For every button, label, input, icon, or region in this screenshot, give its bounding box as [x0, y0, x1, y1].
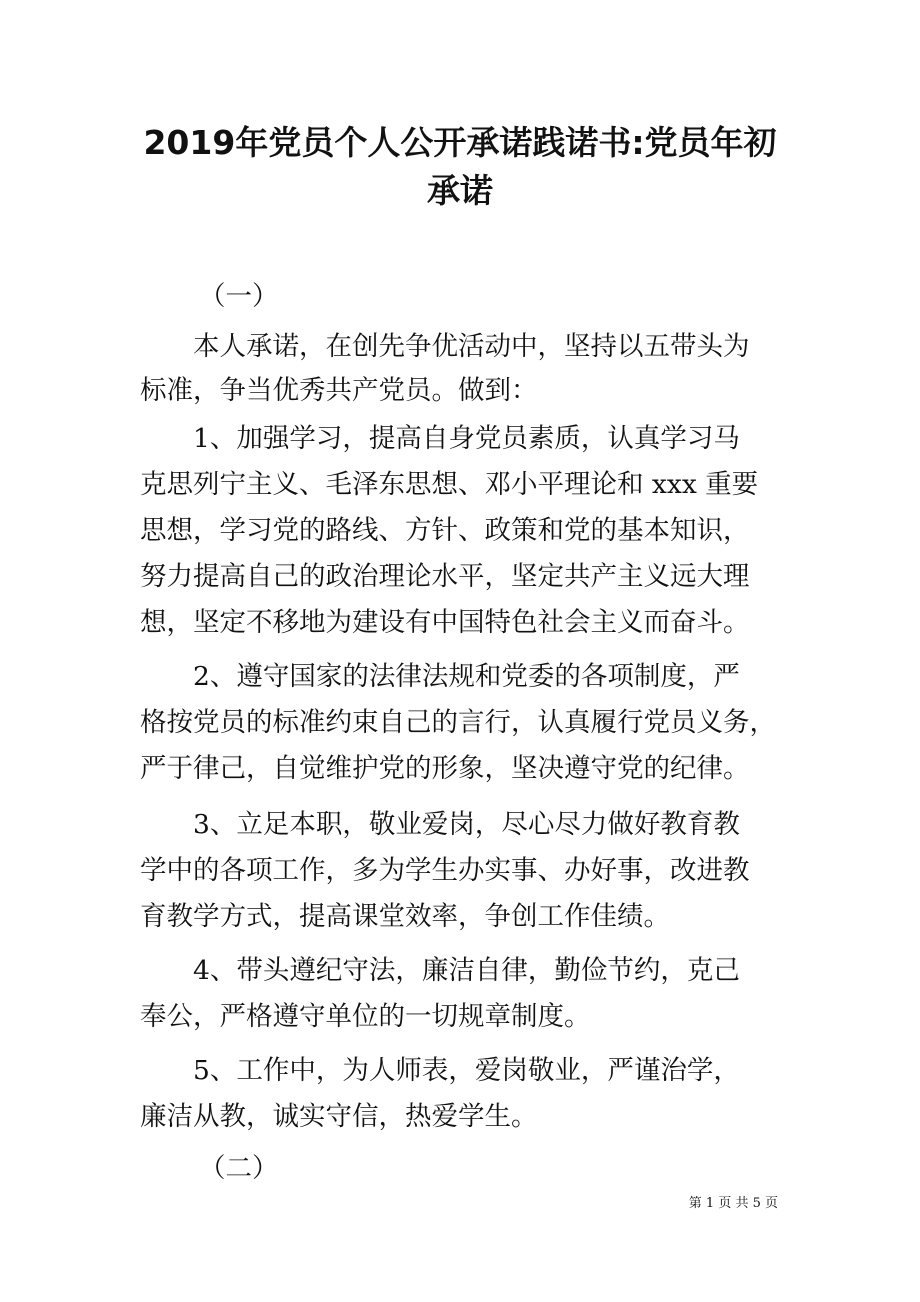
paragraph-2-line-3: 思想，学习党的路线、方针、政策和党的基本知识， — [140, 515, 750, 546]
document-title-line-2: 承诺 — [427, 171, 493, 210]
paragraph-4-line-3: 育教学方式，提高课堂效率，争创工作佳绩。 — [140, 901, 670, 932]
paragraph-2-line-4: 努力提高自己的政治理论水平，坚定共产主义远大理 — [140, 561, 750, 592]
paragraph-6-line-1: 5、工作中，为人师表，爱岗敬业，严谨治学， — [193, 1055, 740, 1086]
paragraph-2-line-2: 克思列宁主义、毛泽东思想、邓小平理论和 xxx 重要 — [140, 469, 759, 500]
document-title-line-1: 2019年党员个人公开承诺践诺书:党员年初 — [143, 123, 777, 162]
paragraph-5-line-2: 奉公，严格遵守单位的一切规章制度。 — [140, 1001, 591, 1032]
paragraph-4-line-1: 3、立足本职，敬业爱岗，尽心尽力做好教育教 — [193, 809, 740, 840]
paragraph-1-line-1: 本人承诺，在创先争优活动中，坚持以五带头为 — [193, 331, 750, 362]
paragraph-2-line-1: 1、加强学习，提高自身党员素质，认真学习马 — [193, 423, 740, 454]
section-one-marker: （一） — [199, 281, 279, 312]
page-number-footer: 第 1 页 共 5 页 — [688, 1196, 778, 1211]
paragraph-2-line-5: 想，坚定不移地为建设有中国特色社会主义而奋斗。 — [140, 607, 750, 638]
paragraph-3-line-2: 格按党员的标准约束自己的言行，认真履行党员义务， — [140, 707, 776, 738]
paragraph-1-line-2: 标准，争当优秀共产党员。做到： — [140, 375, 538, 406]
paragraph-4-line-2: 学中的各项工作，多为学生办实事、办好事，改进教 — [140, 855, 750, 886]
paragraph-5-line-1: 4、带头遵纪守法，廉洁自律，勤俭节约，克己 — [193, 955, 740, 986]
paragraph-3-line-3: 严于律己，自觉维护党的形象，坚决遵守党的纪律。 — [140, 753, 750, 784]
section-two-marker: （二） — [199, 1153, 279, 1184]
paragraph-3-line-1: 2、遵守国家的法律法规和党委的各项制度，严 — [193, 661, 740, 692]
paragraph-6-line-2: 廉洁从教，诚实守信，热爱学生。 — [140, 1101, 538, 1132]
